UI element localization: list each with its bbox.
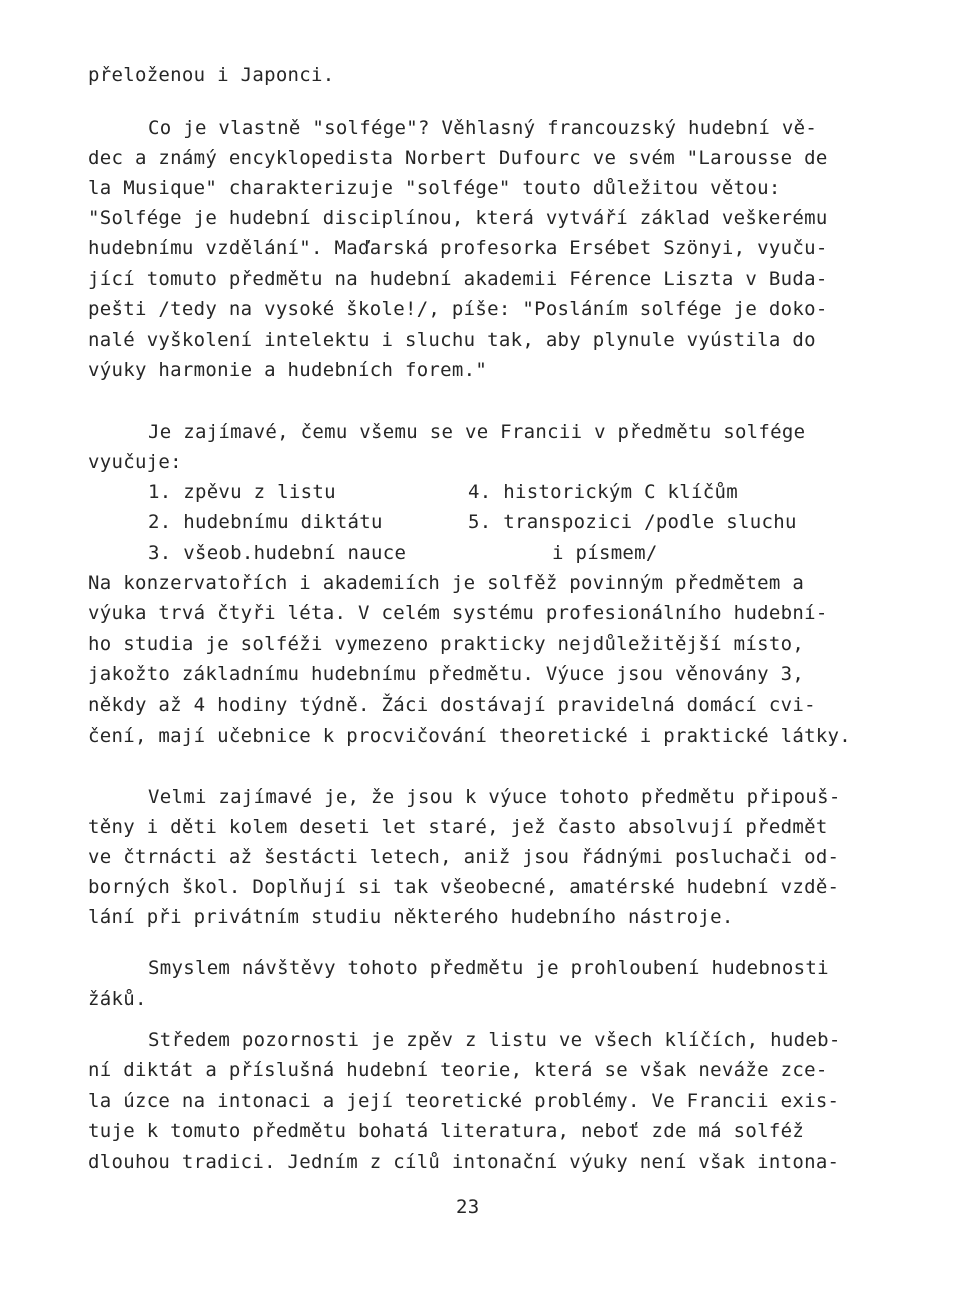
list-item: 5. transpozici /podle sluchu bbox=[468, 511, 797, 533]
text-line: la úzce na intonaci a její teoretické problémy. Ve Francii exis- bbox=[88, 1090, 840, 1112]
text-line: la Musique" charakterizuje "solfége" touto důležitou větou: bbox=[88, 177, 781, 199]
list-item: 3. všeob.hudební nauce bbox=[148, 542, 407, 564]
text-line: nalé vyškolení intelektu i sluchu tak, aby plynule vyústila do bbox=[88, 329, 816, 351]
text-line: hudebnímu vzdělání". Maďarská profesorka Ersébet Szönyi, vyuču- bbox=[88, 237, 828, 259]
text-line: výuka trvá čtyři léta. V celém systému profesionálního hudební- bbox=[88, 602, 828, 624]
text-line: Co je vlastně "solfége"? Věhlasný francouzský hudební vě- bbox=[148, 117, 818, 139]
text-line: žáků. bbox=[88, 988, 147, 1010]
text-line: výuky harmonie a hudebních forem." bbox=[88, 359, 488, 381]
list-item: 4. historickým C klíčům bbox=[468, 481, 738, 503]
text-line: Na konzervatořích i akademiích je solfěž povinným předmětem a bbox=[88, 572, 805, 594]
text-line: těny i děti kolem deseti let staré, jež často absolvují předmět bbox=[88, 816, 828, 838]
list-item: 1. zpěvu z listu bbox=[148, 481, 336, 503]
text-line: ní diktát a příslušná hudební teorie, která se však neváže zce- bbox=[88, 1059, 828, 1081]
text-line: Středem pozornosti je zpěv z listu ve všech klíčích, hudeb- bbox=[148, 1029, 841, 1051]
text-line: ho studia je solféži vymezeno prakticky nejdůležitější místo, bbox=[88, 633, 805, 655]
text-line: přeloženou i Japonci. bbox=[88, 64, 335, 86]
text-line: tuje k tomuto předmětu bohatá literatura, neboť zde má solféž bbox=[88, 1120, 805, 1142]
text-line: vyučuje: bbox=[88, 451, 182, 473]
text-line: jakožto základnímu hudebnímu předmětu. Výuce jsou věnovány 3, bbox=[88, 663, 805, 685]
text-line: borných škol. Doplňují si tak všeobecné, amatérské hudební vzdě- bbox=[88, 876, 840, 898]
text-line: jící tomuto předmětu na hudební akademii Férence Liszta v Buda- bbox=[88, 268, 828, 290]
text-line: dlouhou tradici. Jedním z cílů intonační výuky není však intona- bbox=[88, 1151, 840, 1173]
text-line: Smyslem návštěvy tohoto předmětu je prohloubení hudebnosti bbox=[148, 957, 829, 979]
text-line: Je zajímavé, čemu všemu se ve Francii v předmětu solfége bbox=[148, 421, 806, 443]
text-line: pešti /tedy na vysoké škole!/, píše: "Posláním solfége je doko- bbox=[88, 298, 828, 320]
text-line: Velmi zajímavé je, že jsou k výuce tohoto předmětu připouš- bbox=[148, 786, 841, 808]
page-number: 23 bbox=[456, 1196, 480, 1218]
list-item: 2. hudebnímu diktátu bbox=[148, 511, 383, 533]
text-line: ve čtrnácti až šestácti letech, aniž jsou řádnými posluchači od- bbox=[88, 846, 840, 868]
text-line: někdy až 4 hodiny týdně. Žáci dostávají pravidelná domácí cvi- bbox=[88, 694, 816, 716]
text-line: "Solfége je hudební disciplínou, která vytváří základ veškerému bbox=[88, 207, 828, 229]
text-line: čení, mají učebnice k procvičování theoretické i praktické látky. bbox=[88, 725, 852, 747]
text-line: dec a známý encyklopedista Norbert Dufourc ve svém "Larousse de bbox=[88, 147, 828, 169]
list-item: i písmem/ bbox=[552, 542, 658, 564]
text-line: lání při privátním studiu některého hudebního nástroje. bbox=[88, 906, 734, 928]
